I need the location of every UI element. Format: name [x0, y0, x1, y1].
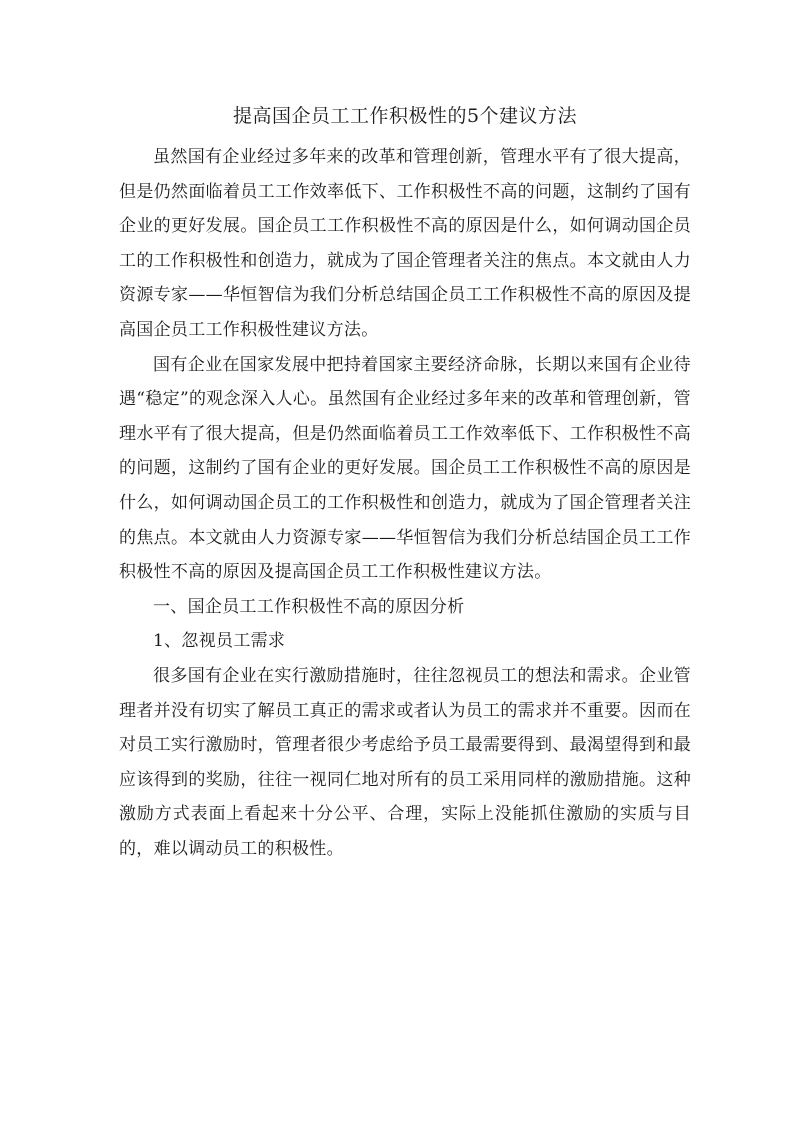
document-title: 提高国企员工工作积极性的5个建议方法	[232, 105, 578, 127]
document-page	[119, 100, 691, 866]
background-paragraph: 国有企业在国家发展中把持着国家主要经济命脉，长期以来国有企业待遇“稳定”的观念深入人心。虽然国有企业经过多年来的改革和管理创新，管理水平有了很大提高，但是仍然面临着员工工作效率低下、工作积极性不高的问题，这制约了国有企业的更好发展。国企员工工作积极性不高的原因是什么，如何调动国企员工的工作积极性和创造力，就成为了国企管理者关注的焦点。本文就由人力资源专家——华恒智信为我们分析总结国企员工工作积极性不高的原因及提高国企员工工作积极性建议方法。	[119, 354, 691, 583]
body-paragraph: 很多国有企业在实行激励措施时，往往忽视员工的想法和需求。企业管理者并没有切实了解员工真正的需求或者认为员工的需求并不重要。因而在对员工实行激励时，管理者很少考虑给予员工最需要得到、最渴望得到和最应该得到的奖励，往往一视同仁地对所有的员工采用同样的激励措施。这种激励方式表面上看起来十分公平、合理，实际上没能抓住激励的实质与目的，难以调动员工的积极性。	[119, 665, 691, 859]
intro-paragraph: 虽然国有企业经过多年来的改革和管理创新，管理水平有了很大提高，但是仍然面临着员工工作效率低下、工作积极性不高的问题，这制约了国有企业的更好发展。国企员工工作积极性不高的原因是什么，如何调动国企员工的工作积极性和创造力，就成为了国企管理者关注的焦点。本文就由人力资源专家——华恒智信为我们分析总结国企员工工作积极性不高的原因及提高国企员工工作积极性建议方法。	[119, 147, 691, 340]
section-heading: 一、国企员工工作积极性不高的原因分析	[153, 596, 465, 617]
subsection-heading: 1、忽视员工需求	[153, 631, 286, 652]
